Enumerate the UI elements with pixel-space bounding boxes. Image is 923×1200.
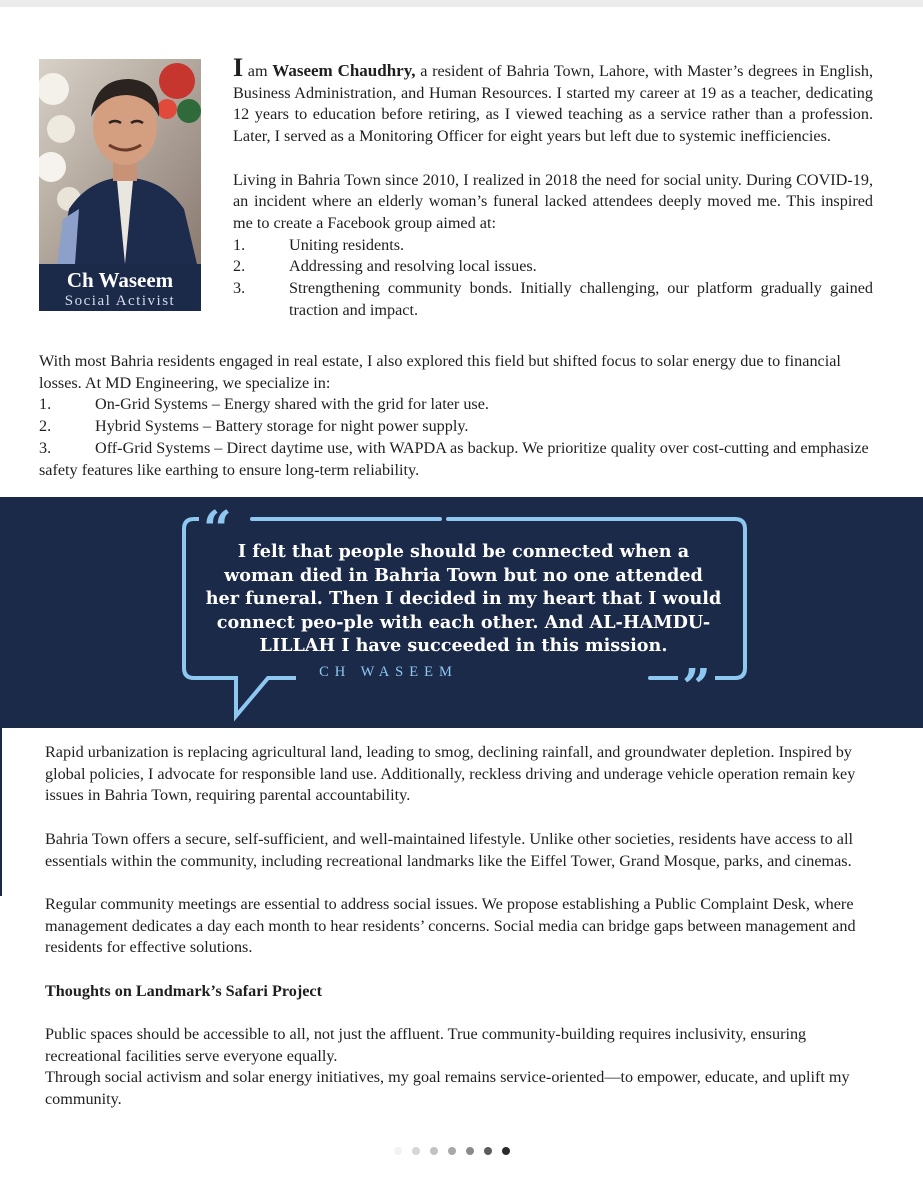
page-dot-1[interactable]	[394, 1147, 402, 1155]
page-dot-6[interactable]	[484, 1147, 492, 1155]
pull-quote-text: I felt that people should be connected when a woman died in Bahria Town but no one attended her funeral. Then I decided in my heart that I would connect peo-ple with each other. And AL-HAMDU-LILLAH I have succeeded in this mission.	[205, 541, 722, 656]
page-indicator	[394, 1144, 534, 1158]
section-heading: Thoughts on Landmark’s Safari Project	[45, 981, 323, 1000]
list-number: 2.	[39, 417, 52, 436]
list-text: Off-Grid Systems – Direct daytime use, with WAPDA as backup. We prioritize quality over cost-cutting and emphasize safety features like earthing to ensure long-term reliability.	[39, 438, 869, 479]
lower-section	[45, 742, 880, 1111]
intro-paragraph-1-rest: a resident of Bahria Town, Lahore, with Master’s degrees in English, Business Administration, and Human Resources. I started my career at 19 as a teacher, dedicating 12 years to education before retiring, as I viewed teaching as a service rather than a profession. Later, I served as a Monitoring Officer for eight years but left due to systemic inefficiencies.	[233, 62, 873, 146]
list-number: 1.	[233, 235, 246, 254]
profile-role: Social Activist	[64, 293, 176, 309]
author-name: Waseem Chaudhry,	[272, 61, 416, 80]
public-spaces-paragraph: Public spaces should be accessible to all, not just the affluent. True community-building requires inclusivity, ensuring recreational facilities serve everyone equally.	[45, 1025, 807, 1065]
open-quote-icon: “	[199, 504, 236, 554]
meetings-paragraph: Regular community meetings are essential to address social issues. We propose establishing a Public Complaint Desk, where management dedicates a day each month to hear residents’ concerns. Social media can bridge gaps between management and residents for effective solutions.	[45, 894, 856, 957]
page-dot-4[interactable]	[448, 1147, 456, 1155]
list-number: 3.	[233, 279, 246, 298]
list-number: 2.	[233, 257, 246, 276]
solar-paragraph: With most Bahria residents engaged in real estate, I also explored this field but shifted focus to solar energy due to financial losses. At MD Engineering, we specialize in:	[39, 352, 841, 392]
closing-paragraph: Through social activism and solar energy initiatives, my goal remains service-oriented—to empower, educate, and uplift my community.	[45, 1068, 850, 1109]
list-text: On-Grid Systems – Energy shared with the grid for later use.	[95, 395, 489, 414]
quote-attribution: CH WASEEM	[296, 661, 481, 683]
page-dot-7[interactable]	[502, 1147, 510, 1155]
intro-paragraph-2: Living in Bahria Town since 2010, I realized in 2018 the need for social unity. During COVID-19, an incident where an elderly woman’s funeral lacked attendees deeply moved me. This inspired me to create a Facebook group aimed at:	[233, 170, 873, 232]
list-text: Strengthening community bonds. Initially challenging, our platform gradually gained traction and impact.	[289, 279, 873, 319]
page-edge-rule	[0, 728, 2, 896]
list-text: Addressing and resolving local issues.	[289, 257, 537, 276]
urbanization-paragraph: Rapid urbanization is replacing agricultural land, leading to smog, declining rainfall, and groundwater depletion. Inspired by global policies, I advocate for responsible land use. Additionally, reckless driving and underage vehicle operation remain key issues in Bahria Town, requiring parental accountability.	[45, 743, 856, 805]
close-quote-icon: ”	[678, 662, 715, 712]
dropcap: I	[233, 53, 244, 82]
list-text: Hybrid Systems – Battery storage for night power supply.	[95, 417, 469, 436]
lifestyle-paragraph: Bahria Town offers a secure, self-sufficient, and well-maintained lifestyle. Unlike other societies, residents have access to all essentials within the community, including recreational landmarks like the Eiffel Tower, Grand Mosque, parks, and cinemas.	[45, 829, 853, 870]
list-number: 1.	[39, 395, 52, 414]
profile-name: Ch Waseem	[66, 268, 174, 292]
page-dot-3[interactable]	[430, 1147, 438, 1155]
list-text: Uniting residents.	[289, 235, 405, 254]
page-dot-2[interactable]	[412, 1147, 420, 1155]
lead-text: am	[243, 62, 273, 80]
list-number: 3.	[39, 438, 52, 457]
page-dot-5[interactable]	[466, 1147, 474, 1155]
